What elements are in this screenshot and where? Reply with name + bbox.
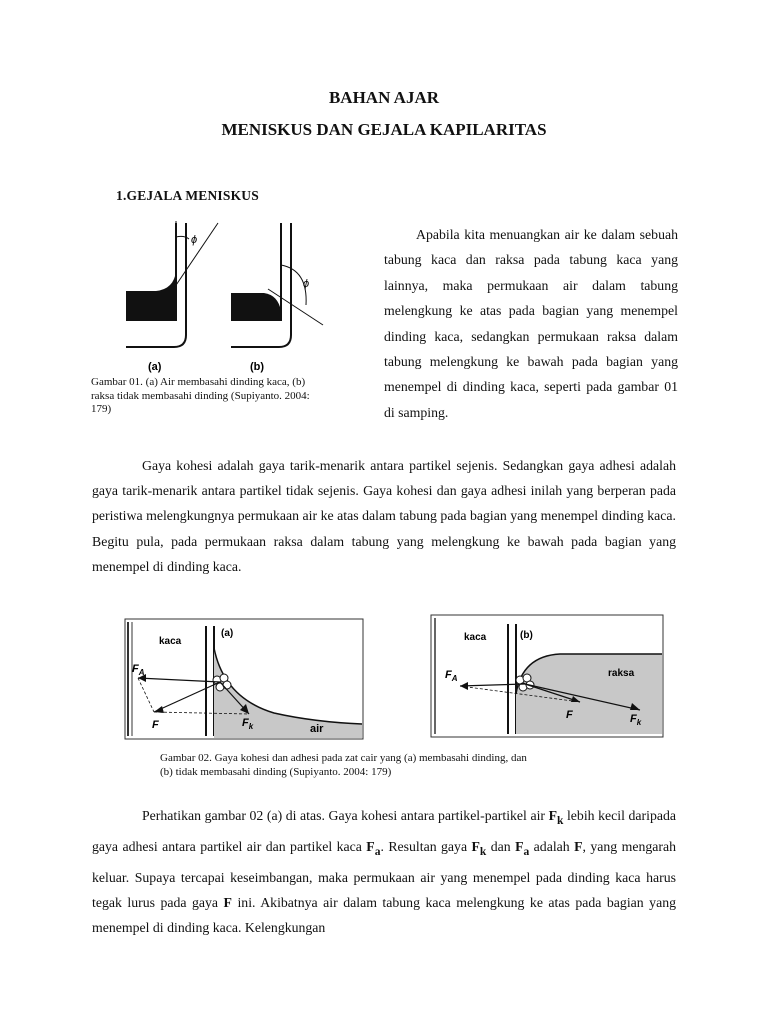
explain-text-7: ini. Akibatnya air dalam tabung kaca melengkung ke atas pada bagian yang menempel di dinding kaca. Kelengkungan <box>92 895 676 936</box>
figure-01-label-a: (a) <box>148 361 162 373</box>
angle-a-arc <box>176 236 189 239</box>
angle-a-symbol: ϕ <box>191 234 198 246</box>
explain-text-4: dan <box>486 838 516 854</box>
fig02a-fa-label: $F_A$ <box>132 663 145 677</box>
angle-b-symbol: ϕ <box>303 278 310 290</box>
explain-text-6: , yang mengarah keluar. Supaya tercapai keseimbangan, maka permukaan air yang menempel pada dinding kaca harus tegak lurus pada gaya <box>92 838 677 911</box>
symbol-fa-2-sub: a <box>523 845 530 858</box>
symbol-fa-2: F <box>515 838 524 854</box>
symbol-fa: F <box>366 838 375 854</box>
figure-01-meniscus <box>118 215 333 375</box>
fig02a-fk-label: $F_k$ <box>242 717 254 731</box>
fig02b-fk-label: $F_k$ <box>630 713 642 727</box>
explain-text-5: adalah <box>529 838 575 854</box>
fig02a-f-label: F <box>152 719 159 731</box>
fig02a-kaca-label: kaca <box>159 636 182 647</box>
fig02a-label: (a) <box>221 628 234 639</box>
figure-02-caption-line2: (b) tidak membasahi dinding (Supiyanto. 2004: 179) <box>160 766 392 778</box>
symbol-fk: F <box>548 808 557 823</box>
fig02b-f-label: F <box>566 709 573 721</box>
forces-paragraph <box>92 453 676 579</box>
symbol-fa-sub: a <box>374 845 381 858</box>
symbol-f: F <box>574 838 583 854</box>
figure-02-caption <box>160 751 620 779</box>
explain-paragraph <box>92 803 676 941</box>
intro-paragraph <box>384 222 678 425</box>
figure-01-label-b: (b) <box>250 361 265 373</box>
figure-02-caption-line1: Gambar 02. Gaya kohesi dan adhesi pada zat cair yang (a) membasahi dinding, dan <box>160 752 527 764</box>
forces-paragraph-text: Gaya kohesi adalah gaya tarik-menarik antara partikel sejenis. Sedangkan gaya adhesi adalah gaya tarik-menarik antara partikel tidak sejenis. Gaya kohesi dan gaya adhesi inilah yang berperan pada peristiwa melengkungnya permukaan air ke atas dalam tabung pada bagian yang menempel dinding kaca. Begitu pula, pada permukaan raksa dalam tabung yang melengkung ke bawah pada bagian yang menempel di dinding kaca. <box>92 458 676 574</box>
figure-01-caption: Gambar 01. (a) Air membasahi dinding kaca, (b) raksa tidak membasahi dinding (Supiyanto. 2004: 179) <box>91 376 310 415</box>
fig02a-air-label: air <box>310 723 324 735</box>
section-heading-meniskus: 1.GEJALA MENISKUS <box>116 188 259 203</box>
symbol-fk-2-sub: k <box>479 845 487 858</box>
explain-text-3: . Resultan gaya <box>380 838 472 854</box>
symbol-f-2: F <box>223 895 232 911</box>
intro-paragraph-text: Apabila kita menuangkan air ke dalam sebuah tabung kaca dan raksa pada tabung kaca yang lainnya, maka permukaan air dalam tabung melengkung ke atas pada bagian yang menempel dinding kaca, sedangkan permukaan raksa dalam tabung melengkung ke bawah pada bagian yang menempel di dinding kaca, seperti pada gambar 01 di samping. <box>384 227 678 420</box>
figure-02a-wetting <box>124 618 364 740</box>
symbol-fk-2: F <box>471 838 480 854</box>
explain-text-2: lebih kecil daripada gaya adhesi antara partikel air dan partikel kaca <box>92 808 676 854</box>
fig02b-raksa-label: raksa <box>608 668 635 679</box>
fig02b-fa-label: $F_A$ <box>445 669 458 683</box>
explain-text-1: Perhatikan gambar 02 (a) di atas. Gaya kohesi antara partikel-partikel air <box>142 808 549 823</box>
symbol-fk-sub: k <box>557 814 564 827</box>
figure-02b-nonwetting <box>430 614 664 738</box>
document-subtitle: MENISKUS DAN GEJALA KAPILARITAS <box>221 120 547 139</box>
mercury-b-fill <box>231 293 281 320</box>
document-title: BAHAN AJAR <box>328 88 440 107</box>
fig02b-label: (b) <box>520 630 533 641</box>
fig02b-kaca-label: kaca <box>464 632 487 643</box>
